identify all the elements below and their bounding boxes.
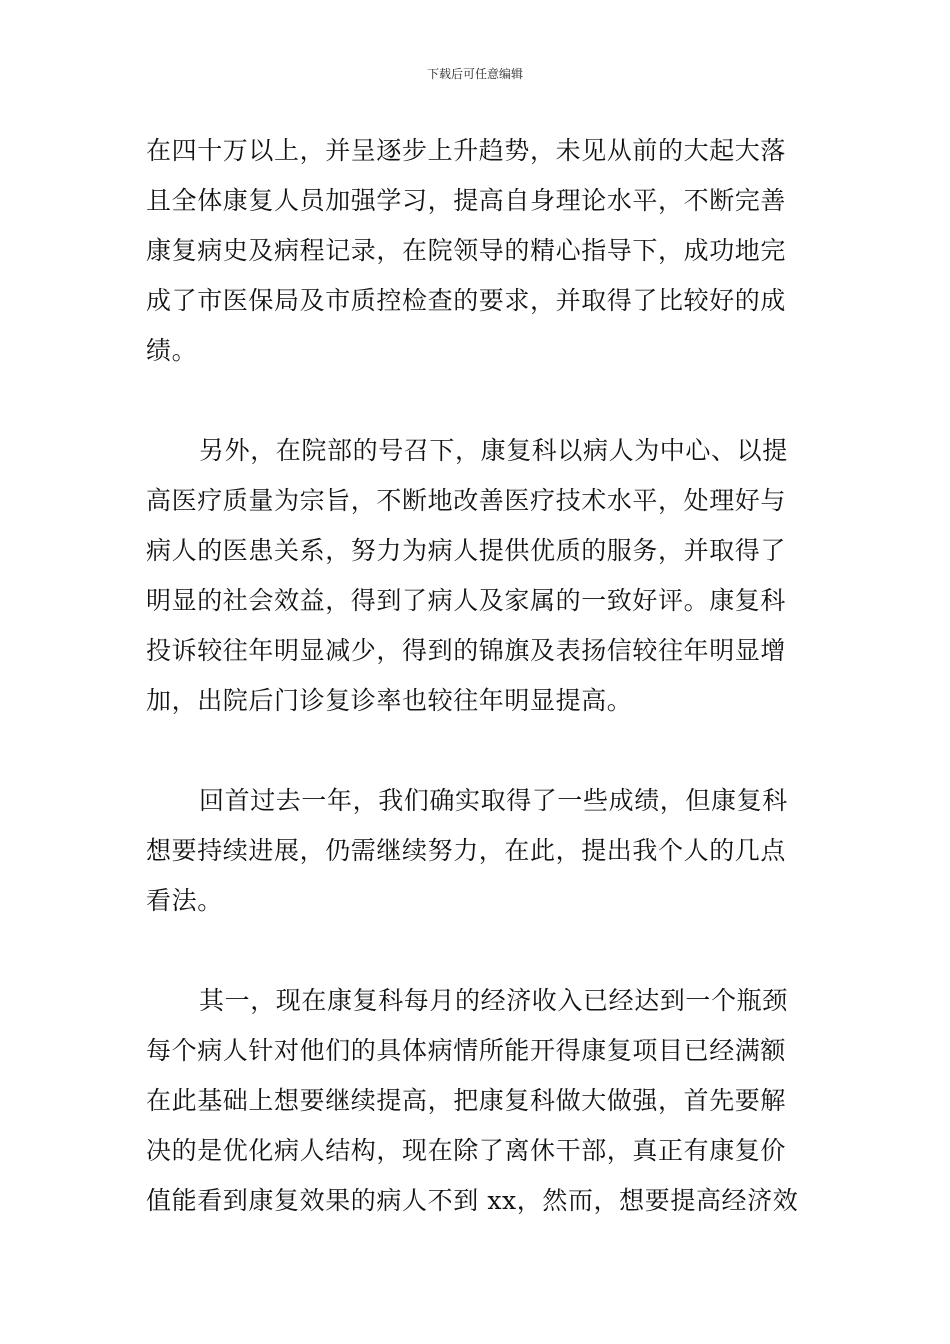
text-line: 看法。 (146, 886, 223, 915)
text-line: 每个病人针对他们的具体病情所能开得康复项目已经满额 (146, 1036, 787, 1065)
text-line: 其一，现在康复科每月的经济收入已经达到一个瓶颈 (199, 986, 788, 1015)
text-line: 在此基础上想要继续提高，把康复科做大做强，首先要解 (146, 1086, 787, 1115)
document-body (146, 126, 811, 1226)
paragraph-4 (146, 976, 811, 1226)
text-line: 且全体康复人员加强学习，提高自身理论水平，不断完善 (146, 186, 787, 215)
paragraph-spacer (146, 726, 811, 776)
paragraph-2 (146, 426, 811, 726)
text-line: 明显的社会效益，得到了病人及家属的一致好评。康复科 (146, 586, 787, 615)
text-line: 绩。 (146, 336, 198, 365)
text-line: 病人的医患关系，努力为病人提供优质的服务，并取得了 (146, 536, 787, 565)
text-line: 成了市医保局及市质控检查的要求，并取得了比较好的成 (146, 286, 787, 315)
text-line: 回首过去一年，我们确实取得了一些成绩，但康复科 (199, 786, 788, 815)
text-line: 康复病史及病程记录，在院领导的精心指导下，成功地完 (146, 236, 787, 265)
text-line: 决的是优化病人结构，现在除了离休干部，真正有康复价 (146, 1136, 787, 1165)
text-line: 值能看到康复效果的病人不到 xx，然而，想要提高经济效 (146, 1186, 799, 1215)
paragraph-spacer (146, 926, 811, 976)
paragraph-1 (146, 126, 811, 376)
text-line: 加，出院后门诊复诊率也较往年明显提高。 (146, 686, 633, 715)
paragraph-spacer (146, 376, 811, 426)
text-line: 高医疗质量为宗旨，不断地改善医疗技术水平，处理好与 (146, 486, 787, 515)
paragraph-3 (146, 776, 811, 926)
text-line: 想要持续进展，仍需继续努力，在此，提出我个人的几点 (146, 836, 787, 865)
text-line: 在四十万以上，并呈逐步上升趋势，未见从前的大起大落 (146, 136, 787, 165)
page-header: 下载后可任意编辑 (426, 67, 523, 81)
text-line: 投诉较往年明显减少，得到的锦旗及表扬信较往年明显增 (146, 636, 787, 665)
text-line: 另外，在院部的号召下，康复科以病人为中心、以提 (199, 436, 788, 465)
